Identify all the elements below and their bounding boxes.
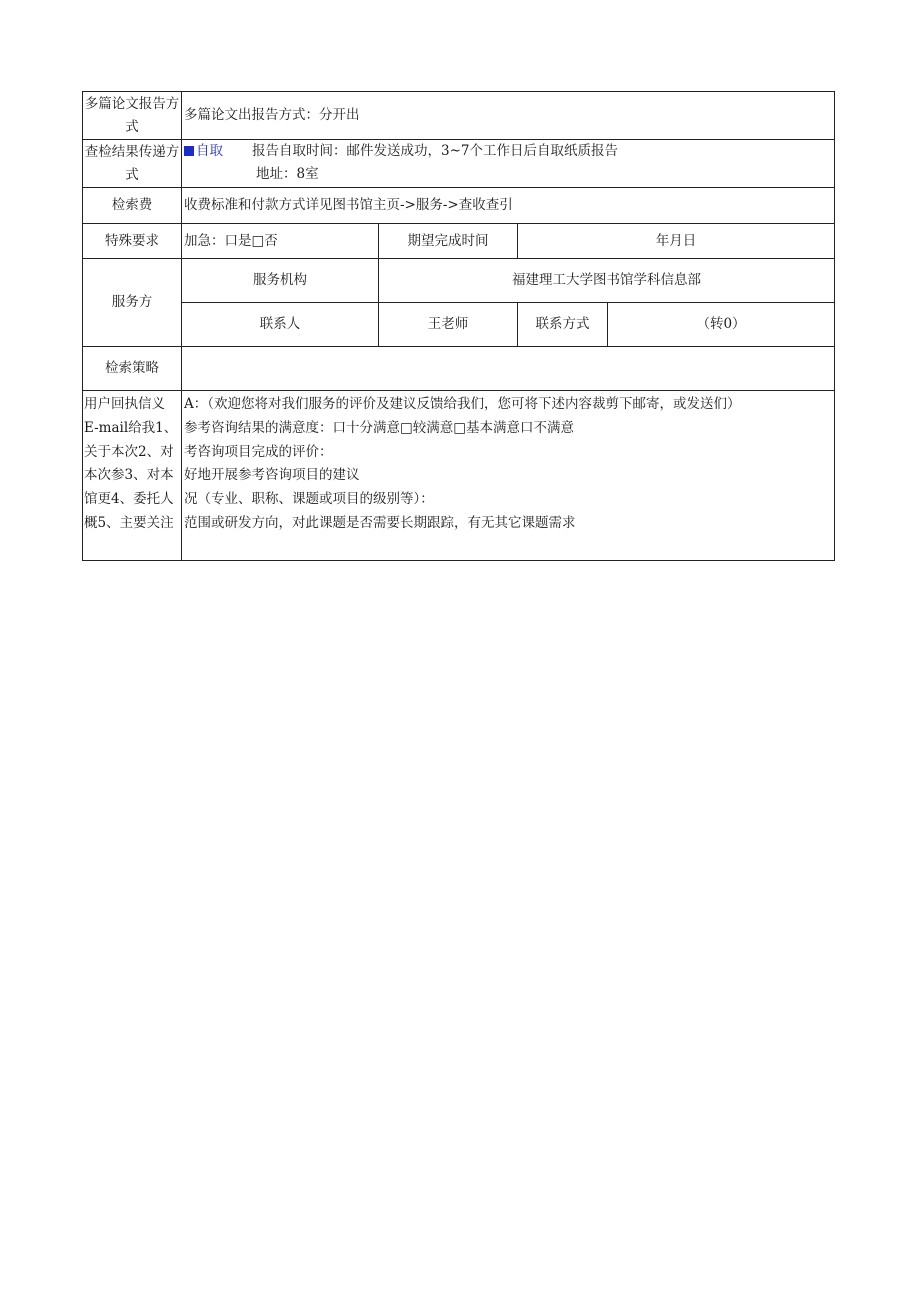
address-text: 地址：8室 bbox=[256, 166, 319, 182]
row-feedback bbox=[83, 391, 835, 561]
strategy-value[interactable] bbox=[182, 347, 835, 391]
feedback-line: 范围或研发方向，对此课题是否需要长期跟踪，有无其它课题需求 bbox=[184, 514, 576, 531]
delivery-label: 查检结果传递方式 bbox=[83, 140, 182, 188]
feedback-content bbox=[182, 391, 835, 561]
row-strategy bbox=[83, 347, 835, 391]
fee-label: 检索费 bbox=[83, 188, 182, 224]
feedback-line: 考咨询项目完成的评价： bbox=[184, 443, 333, 460]
special-label: 特殊要求 bbox=[83, 224, 182, 259]
feedback-line: 好地开展参考咨询项目的建议 bbox=[184, 467, 360, 484]
row-multi-report bbox=[83, 92, 835, 140]
row-provider-org bbox=[83, 259, 835, 303]
feedback-label bbox=[83, 391, 182, 561]
multi-report-label: 多篇论文报告方式 bbox=[83, 92, 182, 140]
row-fee bbox=[83, 188, 835, 224]
method-value: （转0） bbox=[608, 303, 835, 347]
expected-time-value[interactable]: 年月日 bbox=[518, 224, 835, 259]
row-provider-contact bbox=[83, 303, 835, 347]
pickup-time-text: 报告自取时间：邮件发送成功，3~7个工作日后自取纸质报告 bbox=[252, 143, 618, 159]
delivery-line-1 bbox=[184, 140, 832, 163]
org-value: 福建理工大学图书馆学科信息部 bbox=[379, 259, 835, 303]
feedback-label-line: E-mail给我1、 bbox=[84, 419, 178, 436]
delivery-cell bbox=[182, 140, 835, 188]
multi-report-value: 多篇论文出报告方式：分开出 bbox=[182, 92, 835, 140]
strategy-label: 检索策略 bbox=[83, 347, 182, 391]
feedback-label-line: 馆更4、委托人 bbox=[84, 491, 174, 508]
org-label: 服务机构 bbox=[182, 259, 379, 303]
expected-time-label: 期望完成时间 bbox=[379, 224, 518, 259]
feedback-label-line: 概5、主要关注 bbox=[84, 514, 174, 531]
feedback-line: A：（欢迎您将对我们服务的评价及建议反馈给我们，您可将下述内容裁剪下邮寄，或发送们） bbox=[184, 396, 741, 412]
row-special bbox=[83, 224, 835, 259]
feedback-line: 况（专业、职称、课题或项目的级别等）： bbox=[184, 491, 434, 508]
contact-label: 联系人 bbox=[182, 303, 379, 347]
feedback-label-line: 用户回执信义 bbox=[84, 396, 165, 412]
feedback-label-line: 关于本次2、对 bbox=[84, 443, 174, 460]
method-label: 联系方式 bbox=[518, 303, 608, 347]
request-form-table bbox=[82, 91, 835, 561]
satisfaction-line[interactable]: 参考咨询结果的满意度：口十分满意□较满意□基本满意口不满意 bbox=[184, 419, 575, 436]
provider-label: 服务方 bbox=[83, 259, 182, 347]
fee-value: 收费标准和付款方式详见图书馆主页->服务->查收查引 bbox=[182, 188, 835, 224]
row-delivery bbox=[83, 140, 835, 188]
contact-value: 王老师 bbox=[379, 303, 518, 347]
self-pickup-option[interactable]: 自取 bbox=[184, 143, 223, 159]
document-page bbox=[82, 91, 834, 561]
checked-square-icon bbox=[184, 146, 194, 156]
feedback-label-line: 本次参3、对本 bbox=[84, 467, 174, 484]
urgent-options[interactable]: 加急：口是□否 bbox=[182, 224, 379, 259]
